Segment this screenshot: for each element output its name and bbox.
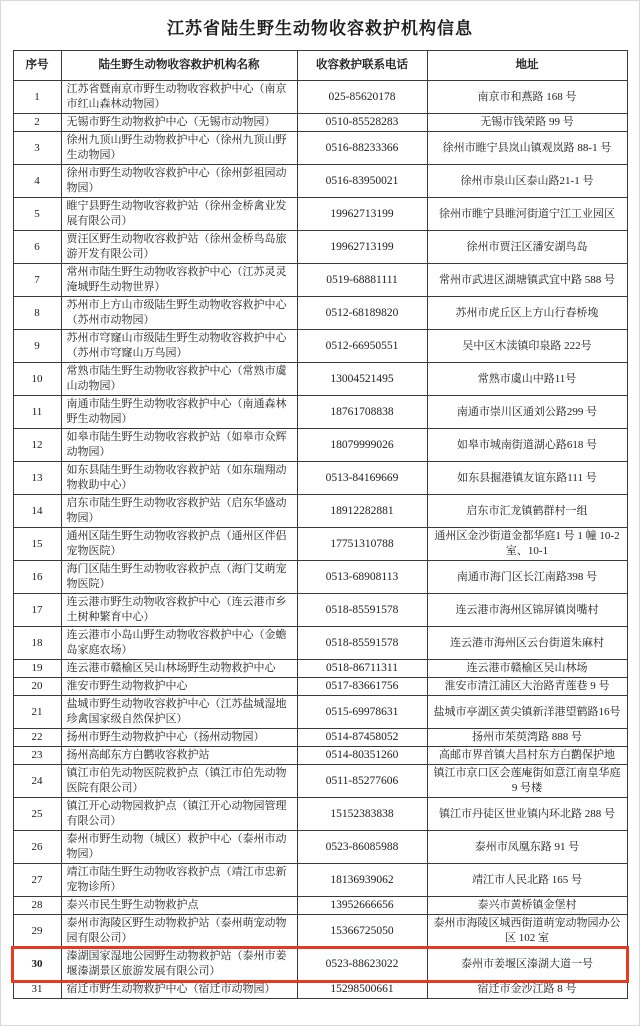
table-row-highlighted xyxy=(13,948,627,981)
org-name-cell: 宿迁市野生动物救护中心（宿迁市动物园） xyxy=(61,981,297,999)
org-name-cell: 泰兴市民生野生动物救护点 xyxy=(61,897,297,915)
row-number-cell: 8 xyxy=(13,297,61,330)
row-number-cell: 28 xyxy=(13,897,61,915)
org-name-cell: 启东市陆生野生动物收容救护站（启东华盛动物园） xyxy=(61,495,297,528)
row-number-cell: 4 xyxy=(13,165,61,198)
row-number-cell: 17 xyxy=(13,594,61,627)
phone-cell: 17751310788 xyxy=(297,528,427,561)
table-header-row xyxy=(13,51,627,81)
table-row xyxy=(13,747,627,765)
address-cell: 连云港市赣榆区吴山林场 xyxy=(427,660,627,678)
address-cell: 镇江市京口区会莲庵街如意江南皇华庭 9 号楼 xyxy=(427,765,627,798)
row-number-cell: 27 xyxy=(13,864,61,897)
org-name-cell: 盐城市野生动物收容救护中心（江苏盐城湿地珍禽国家级自然保护区） xyxy=(61,696,297,729)
address-cell: 南通市海门区长江南路398 号 xyxy=(427,561,627,594)
phone-cell: 0510-85528283 xyxy=(297,114,427,132)
table-row xyxy=(13,264,627,297)
phone-cell: 13952666656 xyxy=(297,897,427,915)
phone-cell: 19962713199 xyxy=(297,231,427,264)
page-title: 江苏省陆生野生动物收容救护机构信息 xyxy=(167,19,473,38)
row-number-cell: 16 xyxy=(13,561,61,594)
phone-cell: 025-85620178 xyxy=(297,81,427,114)
phone-cell: 0512-66950551 xyxy=(297,330,427,363)
table-row xyxy=(13,363,627,396)
phone-cell: 0513-84169669 xyxy=(297,462,427,495)
address-cell: 淮安市清江浦区大治路青莲巷 9 号 xyxy=(427,678,627,696)
table-row xyxy=(13,765,627,798)
address-cell: 无锡市钱荣路 99 号 xyxy=(427,114,627,132)
address-cell: 扬州市茱萸湾路 888 号 xyxy=(427,729,627,747)
row-number-cell: 10 xyxy=(13,363,61,396)
table-row xyxy=(13,429,627,462)
row-number-cell: 3 xyxy=(13,132,61,165)
org-name-cell: 如皋市陆生野生动物收容救护站（如皋市众辉动物园） xyxy=(61,429,297,462)
address-cell: 南京市和燕路 168 号 xyxy=(427,81,627,114)
org-name-cell: 常州市陆生野生动物收容救护中心（江苏灵灵淹城野生动物世界） xyxy=(61,264,297,297)
row-number-cell: 20 xyxy=(13,678,61,696)
org-name-cell: 如东县陆生野生动物收容救护站（如东瑞翔动物救助中心） xyxy=(61,462,297,495)
table-row xyxy=(13,798,627,831)
table-row xyxy=(13,678,627,696)
header-row-number: 序号 xyxy=(13,51,61,81)
table-row xyxy=(13,165,627,198)
address-cell: 连云港市海州区锦屏镇岗嘴村 xyxy=(427,594,627,627)
phone-cell: 0516-88233366 xyxy=(297,132,427,165)
row-number-cell: 5 xyxy=(13,198,61,231)
phone-cell: 0518-85591578 xyxy=(297,594,427,627)
phone-cell: 18079999026 xyxy=(297,429,427,462)
address-cell: 如皋市城南街道湖心路618 号 xyxy=(427,429,627,462)
row-number-cell: 12 xyxy=(13,429,61,462)
phone-cell: 0523-88623022 xyxy=(297,948,427,981)
org-name-cell: 扬州市野生动物救护中心（扬州动物园） xyxy=(61,729,297,747)
row-number-cell: 31 xyxy=(13,981,61,999)
phone-cell: 0517-83661756 xyxy=(297,678,427,696)
phone-cell: 0516-83950021 xyxy=(297,165,427,198)
rescue-institutions-table xyxy=(13,50,628,999)
address-cell: 盐城市亭湖区黄尖镇新洋港望鹤路16号 xyxy=(427,696,627,729)
org-name-cell: 南通市陆生野生动物收容救护中心（南通森林野生动物园） xyxy=(61,396,297,429)
table-row xyxy=(13,561,627,594)
address-cell: 常州市武进区湖塘镇武宜中路 588 号 xyxy=(427,264,627,297)
table-row xyxy=(13,81,627,114)
table-row xyxy=(13,231,627,264)
row-number-cell: 11 xyxy=(13,396,61,429)
address-cell: 徐州市贾汪区潘安湖鸟岛 xyxy=(427,231,627,264)
table-row xyxy=(13,114,627,132)
table-row xyxy=(13,396,627,429)
row-number-cell: 21 xyxy=(13,696,61,729)
phone-cell: 15298500661 xyxy=(297,981,427,999)
address-cell: 如东县掘港镇友谊东路111 号 xyxy=(427,462,627,495)
org-name-cell: 睢宁县野生动物收容救护站（徐州金桥禽业发展有限公司） xyxy=(61,198,297,231)
row-number-cell: 29 xyxy=(13,915,61,948)
row-number-cell: 23 xyxy=(13,747,61,765)
row-number-cell: 6 xyxy=(13,231,61,264)
row-number-cell: 22 xyxy=(13,729,61,747)
row-number-cell: 1 xyxy=(13,81,61,114)
org-name-cell: 苏州市穹窿山市级陆生野生动物收容救护中心（苏州市穹窿山万鸟园） xyxy=(61,330,297,363)
table-row xyxy=(13,915,627,948)
address-cell: 通州区金沙街道金都华庭1 号 1 幢 10-2 室、10-1 xyxy=(427,528,627,561)
org-name-cell: 溱湖国家湿地公园野生动物救护站（泰州市姜堰溱湖景区旅游发展有限公司） xyxy=(61,948,297,981)
org-name-cell: 扬州高邮东方白鹳收容救护站 xyxy=(61,747,297,765)
row-number-cell: 2 xyxy=(13,114,61,132)
phone-cell: 0519-68881111 xyxy=(297,264,427,297)
phone-cell: 18912282881 xyxy=(297,495,427,528)
address-cell: 苏州市虎丘区上方山行春桥堍 xyxy=(427,297,627,330)
table-row xyxy=(13,132,627,165)
phone-cell: 19962713199 xyxy=(297,198,427,231)
table-row xyxy=(13,198,627,231)
address-cell: 泰州市姜堰区溱湖大道一号 xyxy=(427,948,627,981)
org-name-cell: 无锡市野生动物救护中心（无锡市动物园） xyxy=(61,114,297,132)
table-row xyxy=(13,330,627,363)
table-body xyxy=(13,81,627,999)
header-org-name: 陆生野生动物收容救护机构名称 xyxy=(61,51,297,81)
phone-cell: 0513-68908113 xyxy=(297,561,427,594)
phone-cell: 0523-86085988 xyxy=(297,831,427,864)
org-name-cell: 淮安市野生动物救护中心 xyxy=(61,678,297,696)
org-name-cell: 泰州市野生动物（城区）救护中心（泰州市动物园） xyxy=(61,831,297,864)
row-number-cell: 26 xyxy=(13,831,61,864)
phone-cell: 15152383838 xyxy=(297,798,427,831)
header-address: 地址 xyxy=(427,51,627,81)
row-number-cell: 15 xyxy=(13,528,61,561)
phone-cell: 0518-86711311 xyxy=(297,660,427,678)
table-row xyxy=(13,462,627,495)
table-row xyxy=(13,528,627,561)
row-number-cell: 30 xyxy=(13,948,61,981)
org-name-cell: 连云港市赣榆区吴山林场野生动物救护中心 xyxy=(61,660,297,678)
address-cell: 启东市汇龙镇鹤群村一组 xyxy=(427,495,627,528)
header-phone: 收容救护联系电话 xyxy=(297,51,427,81)
org-name-cell: 通州区陆生野生动物收容救护点（通州区伴侣宠物医院） xyxy=(61,528,297,561)
table-row xyxy=(13,627,627,660)
row-number-cell: 18 xyxy=(13,627,61,660)
address-cell: 徐州市泉山区泰山路21-1 号 xyxy=(427,165,627,198)
table-row xyxy=(13,495,627,528)
org-name-cell: 常熟市陆生野生动物收容救护中心（常熟市虞山动物园） xyxy=(61,363,297,396)
table-row xyxy=(13,864,627,897)
table-row xyxy=(13,696,627,729)
org-name-cell: 连云港市小岛山野生动物收容救护中心（金蟾岛家庭农场） xyxy=(61,627,297,660)
address-cell: 宿迁市金沙江路 8 号 xyxy=(427,981,627,999)
address-cell: 南通市崇川区通刘公路299 号 xyxy=(427,396,627,429)
address-cell: 靖江市人民北路 165 号 xyxy=(427,864,627,897)
table-row xyxy=(13,981,627,999)
org-name-cell: 镇江市伯先动物医院救护点（镇江市伯先动物医院有限公司） xyxy=(61,765,297,798)
phone-cell: 15366725050 xyxy=(297,915,427,948)
address-cell: 泰兴市黄桥镇金堡村 xyxy=(427,897,627,915)
table-row xyxy=(13,594,627,627)
org-name-cell: 海门区陆生野生动物收容救护点（海门艾萌宠物医院） xyxy=(61,561,297,594)
org-name-cell: 连云港市野生动物收容救护中心（连云港市乡土树种繁育中心） xyxy=(61,594,297,627)
table-row xyxy=(13,831,627,864)
address-cell: 徐州市睢宁县岚山镇观岚路 88-1 号 xyxy=(427,132,627,165)
address-cell: 高邮市界首镇大昌村东方白鹳保护地 xyxy=(427,747,627,765)
org-name-cell: 苏州市上方山市级陆生野生动物收容救护中心（苏州市动物园） xyxy=(61,297,297,330)
org-name-cell: 靖江市陆生野生动物收容救护点（靖江市忠新宠物诊所） xyxy=(61,864,297,897)
org-name-cell: 镇江开心动物园救护点（镇江开心动物园管理有限公司） xyxy=(61,798,297,831)
table-row xyxy=(13,897,627,915)
org-name-cell: 江苏省暨南京市野生动物收容救护中心（南京市红山森林动物园） xyxy=(61,81,297,114)
phone-cell: 0515-69978631 xyxy=(297,696,427,729)
address-cell: 泰州市凤凰东路 91 号 xyxy=(427,831,627,864)
row-number-cell: 25 xyxy=(13,798,61,831)
phone-cell: 18761708838 xyxy=(297,396,427,429)
address-cell: 徐州市睢宁县睢河街道宁江工业园区 xyxy=(427,198,627,231)
row-number-cell: 14 xyxy=(13,495,61,528)
table-row xyxy=(13,729,627,747)
row-number-cell: 13 xyxy=(13,462,61,495)
phone-cell: 0512-68189820 xyxy=(297,297,427,330)
phone-cell: 0518-85591578 xyxy=(297,627,427,660)
row-number-cell: 9 xyxy=(13,330,61,363)
phone-cell: 0514-80351260 xyxy=(297,747,427,765)
org-name-cell: 泰州市海陵区野生动物救护站（泰州萌宠动物园有限公司） xyxy=(61,915,297,948)
address-cell: 常熟市虞山中路11号 xyxy=(427,363,627,396)
address-cell: 吴中区木渎镇印泉路 222号 xyxy=(427,330,627,363)
org-name-cell: 贾汪区野生动物收容救护站（徐州金桥鸟岛旅游开发有限公司） xyxy=(61,231,297,264)
phone-cell: 18136939062 xyxy=(297,864,427,897)
row-number-cell: 24 xyxy=(13,765,61,798)
row-number-cell: 7 xyxy=(13,264,61,297)
phone-cell: 0511-85277606 xyxy=(297,765,427,798)
address-cell: 镇江市丹徒区世业镇内环北路 288 号 xyxy=(427,798,627,831)
table-row xyxy=(13,297,627,330)
org-name-cell: 徐州九顶山野生动物救护中心（徐州九顶山野生动物园） xyxy=(61,132,297,165)
address-cell: 泰州市海陵区城西街道萌宠动物园办公区 102 室 xyxy=(427,915,627,948)
address-cell: 连云港市海州区云台街道朱麻村 xyxy=(427,627,627,660)
phone-cell: 13004521495 xyxy=(297,363,427,396)
org-name-cell: 徐州市野生动物收容救护中心（徐州彭祖园动物园） xyxy=(61,165,297,198)
row-number-cell: 19 xyxy=(13,660,61,678)
table-row xyxy=(13,660,627,678)
phone-cell: 0514-87458052 xyxy=(297,729,427,747)
